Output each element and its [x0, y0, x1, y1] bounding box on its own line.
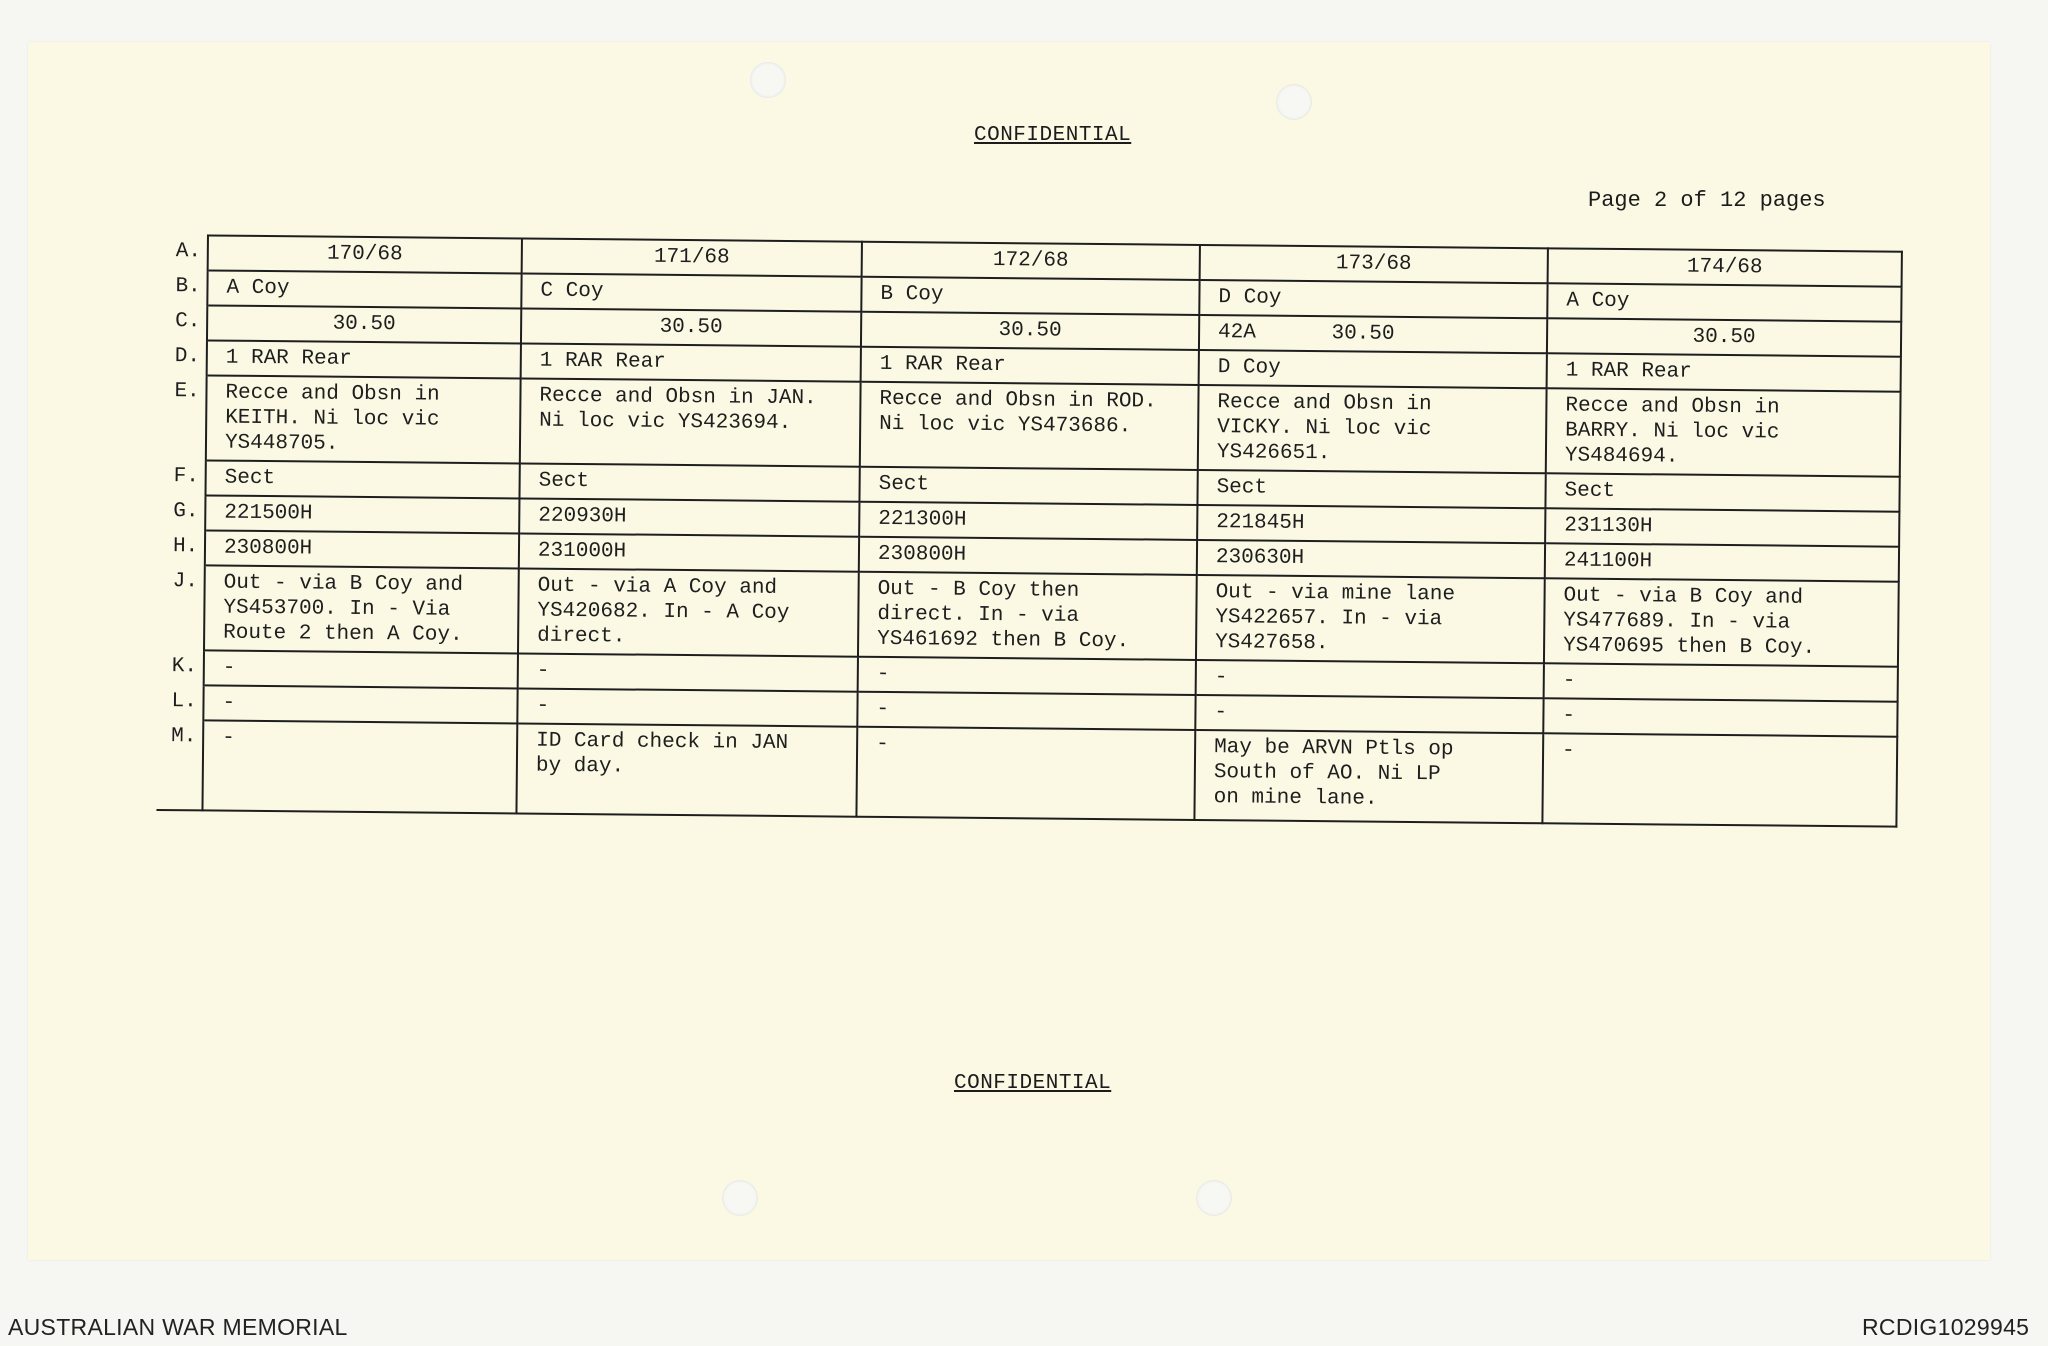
table-cell: Sect [1197, 470, 1545, 508]
table-cell: ID Card check in JAN by day. [516, 723, 857, 816]
table-cell: 230800H [859, 537, 1197, 575]
row-label: E. [160, 375, 207, 460]
table-cell: 30.50 [207, 305, 521, 343]
table-cell: Out - via B Coy and YS477689. In - via YS470695 then B Coy. [1544, 578, 1899, 666]
table-cell: - [1195, 695, 1543, 733]
punch-hole [1196, 1180, 1232, 1216]
confidential-header: CONFIDENTIAL [974, 124, 1132, 147]
archive-institution: AUSTRALIAN WAR MEMORIAL [8, 1314, 348, 1340]
table-cell: - [203, 685, 517, 723]
row-label: J. [158, 565, 205, 650]
row-label: A. [162, 235, 208, 270]
table-cell: 221845H [1197, 505, 1545, 543]
table-cell: Sect [519, 463, 859, 501]
punch-hole [750, 62, 786, 98]
table-cell: - [858, 657, 1196, 695]
table-cell: - [518, 653, 858, 691]
table-cell: 170/68 [208, 235, 522, 273]
table-cell: Recce and Obsn in JAN. Ni loc vic YS423694. [520, 378, 861, 466]
table-row [156, 720, 1897, 827]
punch-hole [722, 1180, 758, 1216]
row-label: F. [159, 460, 205, 495]
table-cell: 30.50 [521, 308, 861, 346]
table-cell: 171/68 [522, 238, 862, 276]
table-cell: 1 RAR Rear [521, 343, 861, 381]
table-cell: Recce and Obsn in KEITH. Ni loc vic YS448705. [206, 375, 521, 463]
table-cell: 230630H [1197, 540, 1545, 578]
row-label: H. [159, 530, 205, 565]
table-cell: 220930H [519, 498, 859, 536]
row-label: L. [157, 685, 203, 720]
row-label: B. [161, 270, 207, 305]
table-cell: - [1196, 660, 1544, 698]
table-cell: Out - via B Coy and YS453700. In - Via Route 2 then A Coy. [204, 565, 519, 653]
table-cell: Out - via mine lane YS422657. In - via YS427658. [1196, 575, 1545, 663]
table-cell: B Coy [861, 277, 1199, 315]
page-number: Page 2 of 12 pages [1588, 188, 1826, 213]
table-cell: Sect [205, 460, 519, 498]
table-cell: - [1543, 698, 1897, 736]
table-cell: A Coy [207, 270, 521, 308]
table-cell: - [857, 692, 1195, 730]
punch-hole [1276, 84, 1312, 120]
table-cell: 241100H [1545, 543, 1899, 581]
row-label: C. [161, 305, 207, 340]
table-cell: A Coy [1547, 283, 1901, 321]
archive-reference: RCDIG1029945 [1862, 1314, 2030, 1340]
table-cell: Recce and Obsn in ROD. Ni loc vic YS473686. [860, 382, 1199, 470]
table-cell: - [517, 688, 857, 726]
patrol-table [156, 234, 1902, 828]
table-cell: 231130H [1545, 508, 1899, 546]
table-cell: 1 RAR Rear [207, 340, 521, 378]
table-cell: Out - B Coy then direct. In - via YS461692 then B Coy. [858, 572, 1197, 660]
table-cell: 30.50 [861, 312, 1199, 350]
table-cell: 221500H [205, 495, 519, 533]
row-label: D. [161, 340, 207, 375]
table-cell: C Coy [521, 273, 861, 311]
row-label: G. [159, 495, 205, 530]
table-cell: May be ARVN Ptls op South of AO. Ni LP on mine lane. [1194, 730, 1543, 823]
table-cell: Out - via A Coy and YS420682. In - A Coy direct. [518, 568, 859, 656]
table-cell: - [1544, 663, 1898, 701]
row-label: M. [156, 720, 203, 810]
confidential-footer: CONFIDENTIAL [954, 1072, 1112, 1095]
table-cell: Sect [859, 467, 1197, 505]
table-cell: D Coy [1199, 350, 1547, 388]
table-cell: D Coy [1199, 280, 1547, 318]
table-cell: - [1542, 733, 1897, 826]
table-cell: 30.50 [1547, 318, 1901, 356]
row-label: K. [158, 650, 204, 685]
table-cell: Recce and Obsn in VICKY. Ni loc vic YS426651. [1198, 385, 1547, 473]
table-cell: - [204, 650, 518, 688]
table-row [158, 565, 1899, 667]
table-cell: 172/68 [862, 242, 1200, 280]
table-cell: 1 RAR Rear [861, 347, 1199, 385]
table-cell: 174/68 [1548, 248, 1902, 286]
table-row [160, 375, 1901, 477]
table-cell: Recce and Obsn in BARRY. Ni loc vic YS484694. [1546, 388, 1901, 476]
table-cell: - [202, 720, 517, 813]
table-cell: 221300H [859, 502, 1197, 540]
table-cell: 42A 30.50 [1199, 315, 1547, 353]
table-cell: 1 RAR Rear [1547, 353, 1901, 391]
table-cell: 230800H [205, 530, 519, 568]
table-cell: 231000H [519, 533, 859, 571]
patrol-table-wrapper [156, 234, 1901, 828]
table-cell: 173/68 [1200, 245, 1548, 283]
table-cell: Sect [1545, 473, 1899, 511]
table-cell: - [856, 727, 1195, 820]
